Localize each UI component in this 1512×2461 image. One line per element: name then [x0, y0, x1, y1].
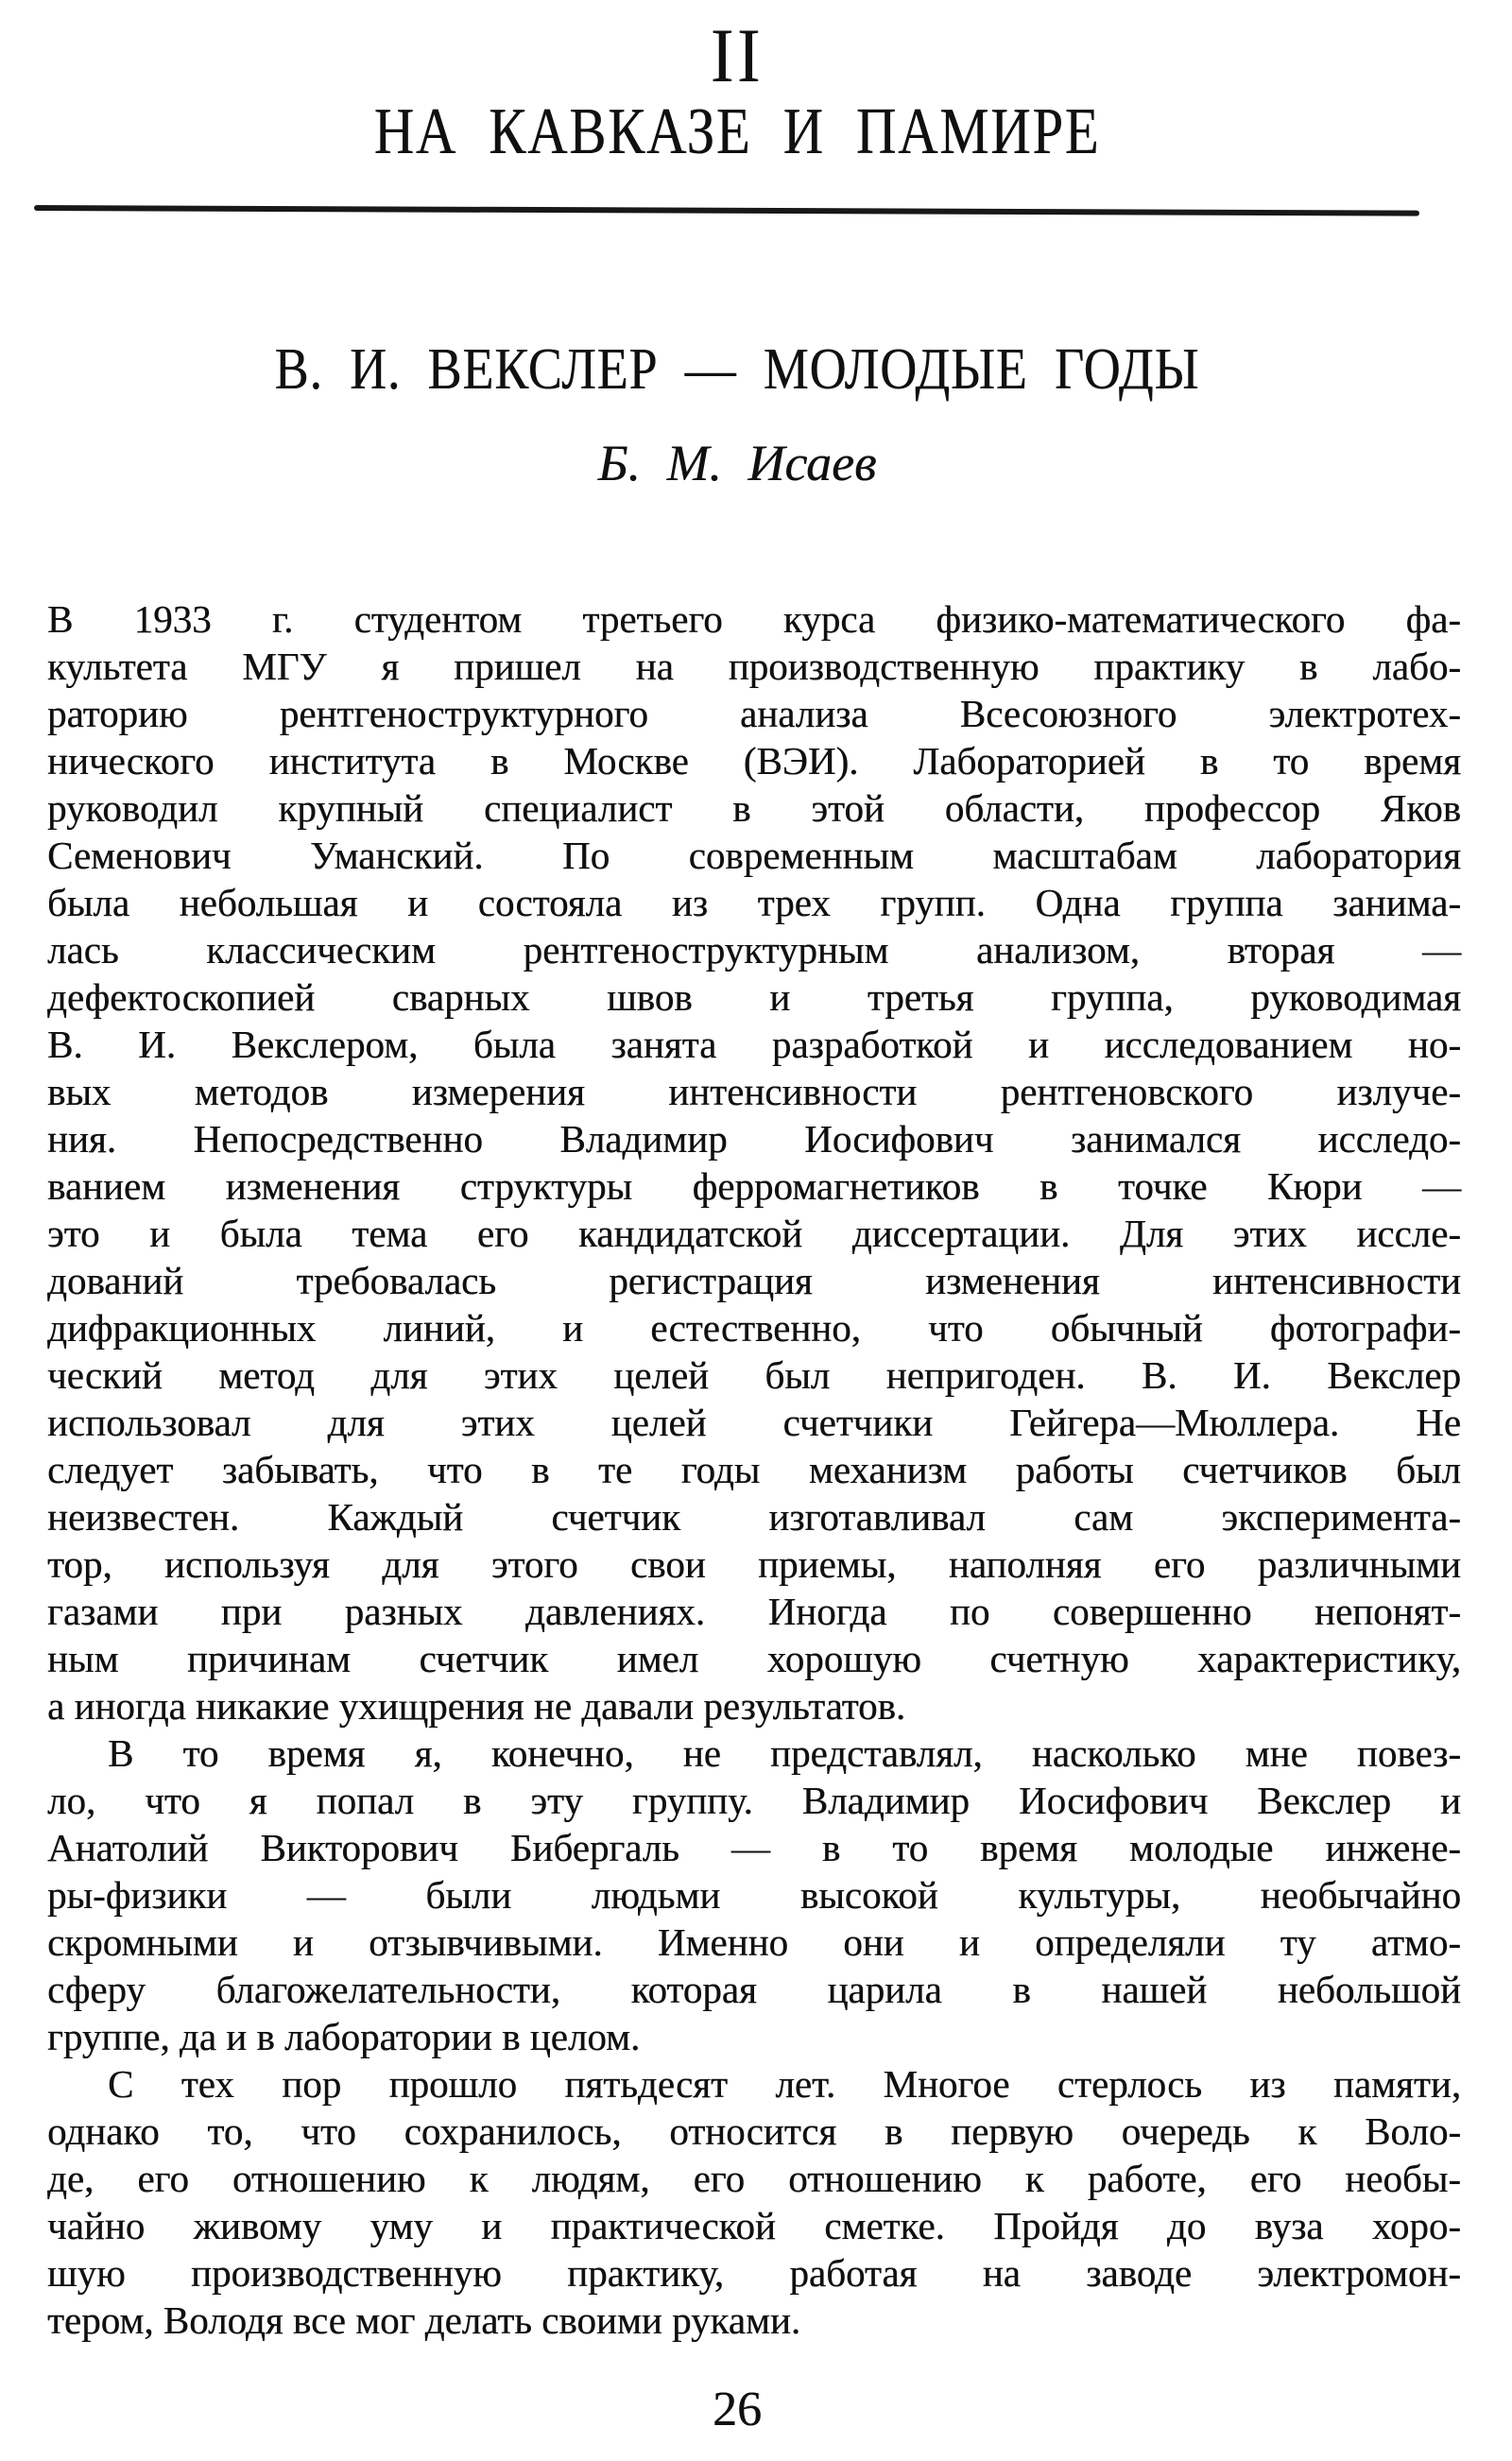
body-line: Семенович Уманский. По современным масштабам лаборатория — [47, 834, 1461, 877]
body-line: дований требовалась регистрация изменения интенсивности — [47, 1259, 1461, 1302]
body-line: руководил крупный специалист в этой области, профессор Яков — [47, 786, 1461, 830]
body-line: нического института в Москве (ВЭИ). Лабораторией в то время — [47, 739, 1461, 783]
body-line: ческий метод для этих целей был непригоден. В. И. Векслер — [47, 1353, 1461, 1397]
body-line: это и была тема его кандидатской диссертации. Для этих иссле- — [47, 1212, 1461, 1255]
author-name: Б. М. Исаев — [597, 435, 877, 491]
body-line: чайно живому уму и практической сметке. Пройдя до вуза хоро- — [47, 2204, 1461, 2247]
body-line: дифракционных линий, и естественно, что обычный фотографи- — [47, 1306, 1461, 1350]
body-line: ным причинам счетчик имел хорошую счетную характеристику, — [47, 1637, 1461, 1680]
body-line: культета МГУ я пришел на производственную практику в лабо- — [47, 645, 1461, 688]
body-line: газами при разных давлениях. Иногда по совершенно непонят- — [47, 1590, 1461, 1633]
body-line: сферу благожелательности, которая царила в нашей небольшой — [47, 1968, 1461, 2011]
body-line: С тех пор прошло пятьдесят лет. Многое стерлось из памяти, — [108, 2062, 1461, 2106]
body-line: была небольшая и состояла из трех групп. Одна группа занима- — [47, 881, 1461, 924]
body-line: скромными и отзывчивыми. Именно они и определяли ту атмо- — [47, 1920, 1461, 1964]
body-line: а иногда никакие ухищрения не давали результатов. — [47, 1684, 906, 1728]
body-line: тор, используя для этого свои приемы, наполняя его различными — [47, 1542, 1461, 1586]
body-line: В то время я, конечно, не представлял, насколько мне повез- — [108, 1731, 1461, 1775]
body-line: ния. Непосредственно Владимир Иосифович занимался исследо- — [47, 1117, 1461, 1161]
article-title: В. И. ВЕКСЛЕР — МОЛОДЫЕ ГОДЫ — [274, 337, 1200, 402]
body-line: следует забывать, что в те годы механизм работы счетчиков был — [47, 1448, 1461, 1491]
body-line: шую производственную практику, работая на заводе электромон- — [47, 2251, 1461, 2295]
body-line: В 1933 г. студентом третьего курса физико-математического фа- — [47, 597, 1461, 641]
section-divider-rule — [34, 205, 1419, 216]
body-line: лась классическим рентгеноструктурным анализом, вторая — — [47, 928, 1461, 972]
body-line: ры-физики — были людьми высокой культуры, необычайно — [47, 1873, 1461, 1917]
page-number: 26 — [713, 2383, 762, 2436]
body-line: тером, Володя все мог делать своими руками. — [47, 2298, 801, 2342]
body-line: В. И. Векслером, была занята разработкой и исследованием но- — [47, 1023, 1461, 1066]
part-title: НА КАВКАЗЕ И ПАМИРЕ — [373, 95, 1101, 168]
body-line: однако то, что сохранилось, относится в первую очередь к Воло- — [47, 2109, 1461, 2153]
body-line: группе, да и в лаборатории в целом. — [47, 2015, 641, 2058]
body-line: Анатолий Викторович Бибергаль — в то время молодые инжене- — [47, 1826, 1461, 1869]
body-text — [47, 595, 1461, 2344]
body-line: ло, что я попал в эту группу. Владимир Иосифович Векслер и — [47, 1779, 1461, 1822]
body-line: де, его отношению к людям, его отношению к работе, его необы- — [47, 2157, 1461, 2200]
part-number: II — [710, 12, 765, 98]
body-line: ванием изменения структуры ферромагнетиков в точке Кюри — — [47, 1164, 1461, 1208]
body-line: дефектоскопией сварных швов и третья группа, руководимая — [47, 975, 1461, 1019]
body-line: раторию рентгеноструктурного анализа Всесоюзного электротех- — [47, 692, 1461, 735]
body-line: неизвестен. Каждый счетчик изготавливал сам эксперимента- — [47, 1495, 1461, 1539]
body-line: использовал для этих целей счетчики Гейгера—Мюллера. Не — [47, 1401, 1461, 1444]
body-line: вых методов измерения интенсивности рентгеновского излуче- — [47, 1070, 1461, 1113]
